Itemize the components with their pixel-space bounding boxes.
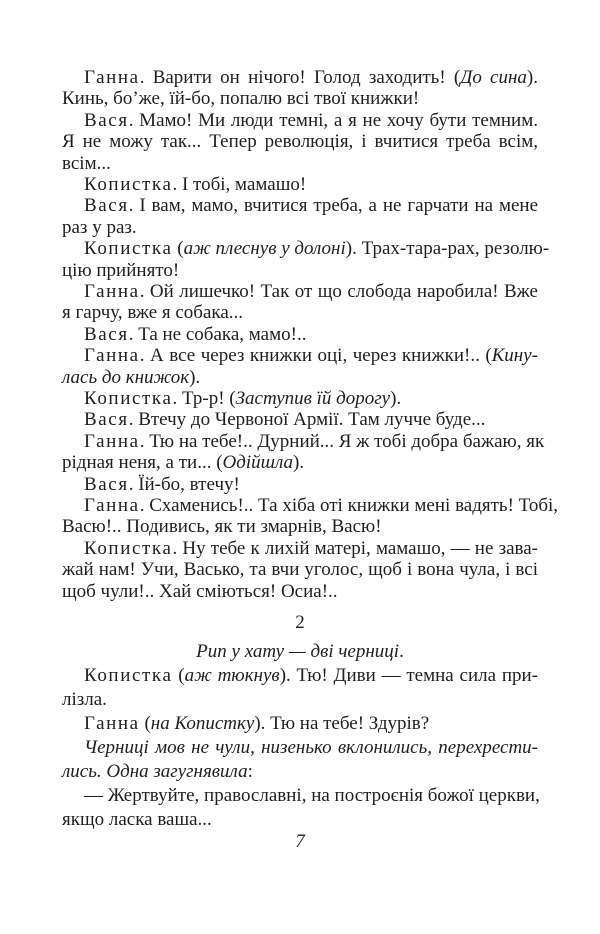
text-fragment: раз у раз. — [62, 217, 137, 238]
text-line — [62, 301, 538, 325]
text-line — [84, 237, 550, 261]
stage-direction: аж плеснув у долоні — [183, 238, 346, 259]
speaker-name: Вася — [84, 409, 129, 430]
text-fragment: всім... — [62, 153, 111, 174]
speaker-name: Ганна — [84, 281, 140, 302]
text-line — [62, 760, 538, 784]
stage-direction: аж тюкнув — [184, 665, 280, 686]
text-fragment: ). Трах-тара-рах, резолю- — [345, 238, 550, 259]
section-number: 2 — [295, 612, 305, 633]
stage-direction-line — [0, 640, 600, 664]
stage-direction: лась до книжок — [62, 367, 190, 388]
text-fragment: . Їй-бо, втечу! — [128, 474, 240, 495]
text-fragment: ). — [526, 67, 538, 88]
stage-direction: Заступив їй дорогу — [235, 388, 391, 409]
speaker-name: Копистка — [84, 538, 173, 559]
stage-direction: Черниці мов не чули, низенько вклонились, перехрести- — [84, 737, 538, 758]
text-line — [84, 736, 538, 760]
text-line — [62, 130, 538, 154]
text-fragment: Кинь, бо’же, їй-бо, попалю всі твої книжки! — [62, 88, 420, 109]
text-fragment: . Ну тебе к лихій матері, мамашо, — не зава- — [172, 538, 538, 559]
stage-direction: на Копистку — [150, 713, 255, 734]
text-fragment: ( — [172, 665, 185, 686]
stage-direction: лись. Одна загугнявила — [62, 761, 248, 782]
speaker-name: Вася — [84, 195, 129, 216]
text-fragment: : — [247, 761, 253, 782]
speaker-name: Ганна — [84, 431, 140, 452]
text-fragment: . І тобі, мамашо! — [172, 174, 307, 195]
text-fragment: . Та не собака, мамо!.. — [128, 324, 307, 345]
speaker-name: Вася — [84, 474, 129, 495]
page-number: 7 — [295, 831, 305, 852]
text-fragment: Васю!.. Подивись, як ти змарнів, Васю! — [62, 516, 382, 537]
text-fragment: . — [399, 641, 404, 662]
text-fragment: . А все через книжки оці, через книжки!.. ( — [139, 345, 492, 366]
text-fragment: ). — [189, 367, 201, 388]
text-fragment: . Схаменись!.. Та хіба оті книжки мені вадять! Тобі, — [139, 495, 559, 516]
text-line — [62, 688, 538, 712]
text-fragment: ). — [293, 452, 305, 473]
text-line — [84, 194, 538, 218]
text-fragment: . І вам, мамо, вчитися треба, а не гарчати на мене — [128, 195, 538, 216]
stage-direction: Одійшла — [222, 452, 294, 473]
text-fragment: лізла. — [62, 689, 107, 710]
stage-direction: Кину- — [491, 345, 538, 366]
text-fragment: . Ой лишечко! Так от що слобода наробила! Вже — [139, 281, 538, 302]
text-fragment: . Втечу до Червоної Армії. Там лучче буде... — [128, 409, 486, 430]
text-fragment: ). Тю! Диви — темна сила при- — [279, 665, 538, 686]
text-fragment: — Жертвуйте, православні, на построєнія божої церкви, — [84, 785, 540, 806]
text-line — [62, 515, 538, 539]
speaker-name: Копистка — [84, 238, 173, 259]
speaker-name: Вася — [84, 324, 129, 345]
speaker-name: Ганна — [84, 495, 140, 516]
stage-direction: До сина — [460, 67, 527, 88]
speaker-name: Копистка — [84, 665, 173, 686]
text-line — [84, 712, 538, 736]
text-fragment: ). — [390, 388, 402, 409]
text-fragment: якщо ласка ваша... — [62, 809, 212, 830]
text-fragment: . Тю на тебе!.. Дурний... Я ж тобі добра бажаю, як — [139, 431, 545, 452]
text-fragment: . Варити он нічого! Голод заходить! ( — [139, 67, 461, 88]
text-fragment: . Тр-р! ( — [172, 388, 236, 409]
text-fragment: ( — [172, 238, 184, 259]
speaker-name: Вася — [84, 110, 129, 131]
text-line — [62, 580, 538, 604]
text-line — [62, 808, 538, 832]
text-line — [84, 408, 538, 432]
text-fragment: цію прийнято! — [62, 260, 180, 281]
speaker-name: Ганна — [84, 713, 140, 734]
text-fragment: я гарчу, вже я собака... — [62, 302, 244, 323]
speaker-name: Ганна — [84, 345, 140, 366]
text-fragment: жай нам! Учи, Васько, та вчи уголос, щоб і вона чула, і всі — [62, 559, 538, 580]
text-line — [84, 344, 538, 368]
text-fragment: рідная неня, а ти... ( — [62, 452, 223, 473]
text-line — [84, 784, 538, 808]
text-fragment: Я не можу так... Тепер революція, і вчитися треба всім, — [62, 131, 538, 152]
speaker-name: Копистка — [84, 174, 173, 195]
stage-direction: Рип у хату — дві черниці — [196, 641, 400, 662]
speaker-name: Ганна — [84, 67, 140, 88]
text-fragment: . Мамо! Ми люди темні, а я не хочу бути темним. — [128, 110, 538, 131]
text-line — [62, 87, 538, 111]
text-fragment: ( — [139, 713, 151, 734]
text-fragment: ). Тю на тебе! Здурів? — [254, 713, 430, 734]
text-line — [84, 664, 538, 688]
speaker-name: Копистка — [84, 388, 173, 409]
text-line — [62, 558, 538, 582]
text-line — [62, 451, 538, 475]
text-fragment: щоб чули!.. Хай сміються! Осиа!.. — [62, 581, 338, 602]
